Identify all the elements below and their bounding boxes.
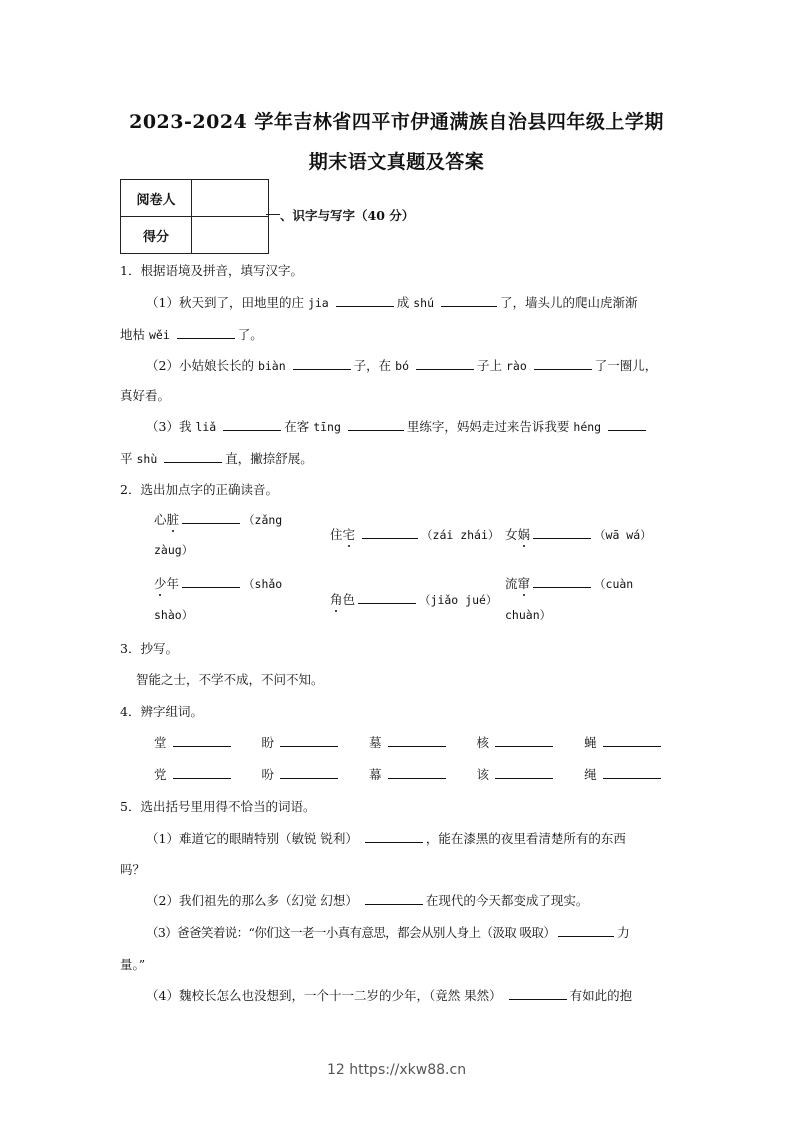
q2-item-1 <box>154 510 282 528</box>
q1-sentence-1-cont <box>120 325 263 343</box>
answer-blank[interactable] <box>509 987 567 1000</box>
q5-sentence-3 <box>146 923 629 941</box>
pinyin-options: （wā wá） <box>594 528 652 542</box>
pinyin: shú <box>413 296 434 310</box>
text: 力 <box>617 925 630 940</box>
q5-sentence-1-cont: 吗？ <box>120 862 146 877</box>
document-title-line2: 期末语文真题及答案 <box>308 151 485 173</box>
answer-blank[interactable] <box>533 526 591 539</box>
text: 平 <box>120 451 133 466</box>
answer-blank[interactable] <box>495 766 553 779</box>
q1-sentence-3-cont <box>120 449 313 467</box>
answer-blank[interactable] <box>173 766 231 779</box>
q2-item-3 <box>505 525 652 543</box>
dotted-char: 脏 <box>166 512 180 527</box>
text: （1）难道它的眼睛特别（敏锐 锐利） <box>146 831 358 846</box>
answer-blank[interactable] <box>223 418 281 431</box>
char: 色 <box>342 592 356 607</box>
q2-item-6 <box>505 574 633 592</box>
text: （3）我 <box>146 419 192 434</box>
q4-stem: 4．辨字组词。 <box>120 704 203 719</box>
pinyin-options: （shǎo <box>243 577 283 591</box>
answer-blank[interactable] <box>182 511 240 524</box>
q5-sentence-1 <box>146 829 626 847</box>
char: 核 <box>476 735 490 750</box>
dotted-char: 少 <box>154 576 167 591</box>
char: 墓 <box>369 735 382 750</box>
answer-blank[interactable] <box>358 591 416 604</box>
q2-item-6-cont: chuàn） <box>505 608 552 622</box>
q3-text: 智能之士，不学不成，不问不知。 <box>136 672 324 687</box>
q5-stem: 5．选出括号里用得不恰当的词语。 <box>120 799 316 814</box>
answer-blank[interactable] <box>533 575 591 588</box>
char: 心 <box>154 512 167 527</box>
q1-sentence-3 <box>146 417 649 435</box>
text: （2）小姑娘长长的 <box>146 358 254 373</box>
char: 党 <box>154 767 167 782</box>
grader-field[interactable] <box>192 180 269 217</box>
text: 子，在 <box>353 358 392 373</box>
pinyin: shù <box>136 452 158 466</box>
score-table <box>120 179 269 254</box>
char: 堂 <box>154 735 167 750</box>
dotted-char: 角 <box>330 592 343 607</box>
dotted-char: 窜 <box>517 576 531 591</box>
pinyin: liǎ <box>195 420 217 434</box>
q4-row-1 <box>154 733 661 751</box>
pinyin-options: （zǎng <box>243 513 283 527</box>
answer-blank[interactable] <box>441 294 497 307</box>
pinyin: tīng <box>313 420 341 434</box>
char: 流 <box>505 576 518 591</box>
answer-blank[interactable] <box>280 766 338 779</box>
text: 直，撇捺舒展。 <box>225 451 313 466</box>
text: 有如此的抱 <box>569 988 633 1003</box>
char: 住 <box>330 527 343 542</box>
text: 在客 <box>284 419 310 434</box>
q1-sentence-1 <box>146 293 638 311</box>
answer-blank[interactable] <box>293 357 351 370</box>
answer-blank[interactable] <box>495 734 553 747</box>
text: （3）爸爸笑着说：“你们这一老一小真有意思，都会从别人身上（汲取 吸取） <box>146 925 556 940</box>
text: （1）秋天到了，田地里的庄 <box>146 295 304 310</box>
char: 女 <box>505 527 518 542</box>
answer-blank[interactable] <box>336 294 394 307</box>
dotted-char: 娲 <box>517 527 531 542</box>
q2-item-5 <box>330 590 497 608</box>
q2-item-4-cont: shào） <box>154 608 194 622</box>
q2-item-2 <box>330 525 499 543</box>
page-footer: 12 https://xkw88.cn <box>326 1062 467 1078</box>
text: 了。 <box>237 327 263 342</box>
score-field[interactable] <box>192 217 269 254</box>
char: 年 <box>166 576 180 591</box>
document-title-line1: 2023-2024 学年吉林省四平市伊通满族自治县四年级上学期 <box>129 111 664 133</box>
answer-blank[interactable] <box>348 418 404 431</box>
q1-sentence-2 <box>146 356 657 374</box>
answer-blank[interactable] <box>534 357 592 370</box>
dotted-char: 宅 <box>342 527 356 542</box>
char: 蝇 <box>584 735 597 750</box>
section-heading: 、识字与写字（40 分） <box>280 208 415 223</box>
text: 了，墙头儿的爬山虎渐渐 <box>499 295 638 310</box>
text: ，能在漆黑的夜里看清楚所有的东西 <box>425 831 626 846</box>
answer-blank[interactable] <box>388 734 446 747</box>
q5-sentence-4 <box>146 986 632 1004</box>
char: 盼 <box>261 735 275 750</box>
pinyin-options: （cuàn <box>594 577 634 591</box>
pinyin-options: （jiǎo jué） <box>419 593 498 607</box>
text: 在现代的今天都变成了现实。 <box>425 893 589 908</box>
answer-blank[interactable] <box>365 892 423 905</box>
pinyin: biàn <box>257 359 286 373</box>
q2-stem: 2．选出加点字的正确读音。 <box>120 482 278 497</box>
q2-item-4 <box>154 574 282 592</box>
text: 里练字，妈妈走过来告诉我要 <box>406 419 570 434</box>
char: 吩 <box>261 767 275 782</box>
pinyin: wěi <box>149 328 170 342</box>
answer-blank[interactable] <box>608 418 646 431</box>
answer-blank[interactable] <box>388 766 446 779</box>
q2-item-1-cont: zàug） <box>154 543 194 557</box>
text: 子上 <box>476 358 502 373</box>
answer-blank[interactable] <box>416 357 474 370</box>
pinyin: rào <box>505 359 527 373</box>
text: 地枯 <box>120 327 146 342</box>
pinyin: bó <box>395 359 409 373</box>
q5-sentence-2 <box>146 891 588 909</box>
q4-row-2 <box>154 765 661 783</box>
char: 绳 <box>584 767 597 782</box>
char: 幕 <box>369 767 382 782</box>
answer-blank[interactable] <box>603 734 661 747</box>
char: 该 <box>476 767 490 782</box>
answer-blank[interactable] <box>280 734 338 747</box>
text: （2）我们祖先的那么多（幻觉 幻想） <box>146 893 358 908</box>
answer-blank[interactable] <box>177 326 235 339</box>
q3-stem: 3．抄写。 <box>120 641 178 656</box>
answer-blank[interactable] <box>173 734 231 747</box>
answer-blank[interactable] <box>558 924 614 937</box>
text: 成 <box>396 295 410 310</box>
grader-label: 阅卷人 <box>121 180 192 217</box>
answer-blank[interactable] <box>603 766 661 779</box>
pinyin: jia <box>307 296 329 310</box>
text: （4）魏校长怎么也没想到，一个十一二岁的少年，（竟然 果然） <box>146 988 502 1003</box>
answer-blank[interactable] <box>362 526 418 539</box>
answer-blank[interactable] <box>182 575 240 588</box>
score-label: 得分 <box>121 217 192 254</box>
q5-sentence-3-cont: 量。” <box>120 957 146 972</box>
pinyin: héng <box>573 420 602 434</box>
answer-blank[interactable] <box>164 450 222 463</box>
q1-stem: 1．根据语境及拼音，填写汉字。 <box>120 263 303 278</box>
text: 了一圈儿， <box>594 358 658 373</box>
pinyin-options: （zái zhái） <box>421 528 500 542</box>
section-dash <box>266 214 280 215</box>
answer-blank[interactable] <box>365 830 423 843</box>
q1-sentence-2-cont: 真好看。 <box>120 388 171 403</box>
